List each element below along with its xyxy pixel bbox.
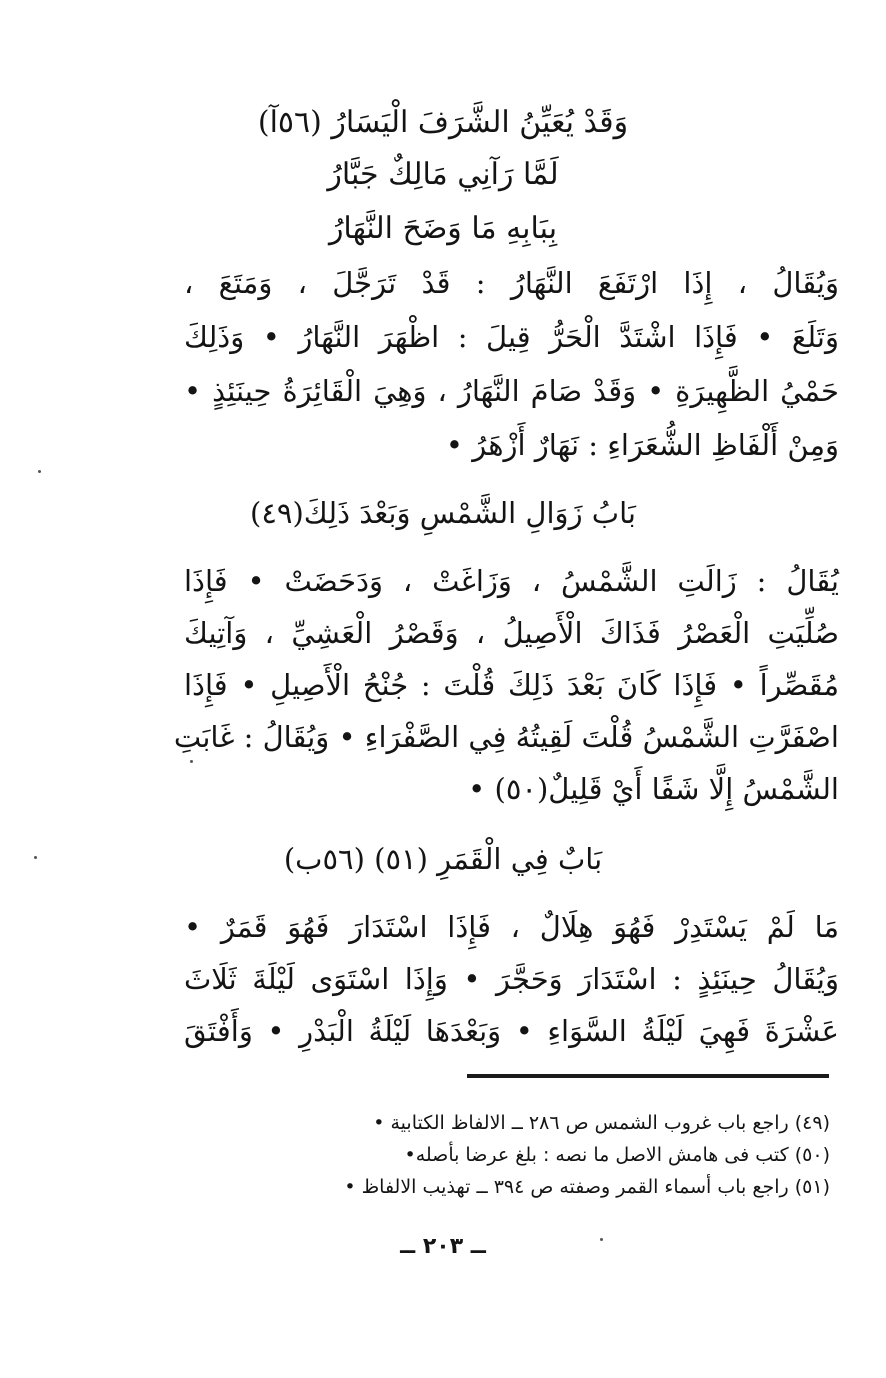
paragraph-line: يُقَالُ : زَالَتِ الشَّمْسُ ، وَزَاغَتْ ، وَدَحَضَتْ • فَإِذَا	[184, 564, 839, 598]
section-heading: بَابٌ فِي الْقَمَرِ (٥١) (٥٦ب)	[283, 842, 603, 876]
paragraph-line: صُلِّيَتِ الْعَصْرُ فَذَاكَ الْأَصِيلُ ، وَقَصْرُ الْعَشِيِّ ، وَآتِيكَ	[184, 616, 839, 650]
paragraph-line: مُقَصِّراً • فَإِذَا كَانَ بَعْدَ ذَلِكَ قُلْتَ : جُنْحُ الْأَصِيلِ • فَإِذَا	[184, 668, 839, 702]
verse-line: وَقَدْ يُعَيِّنُ الشَّرَفَ الْيَسَارُ (٥٦آ)	[257, 105, 629, 140]
paragraph-line: وَمِنْ أَلْفَاظِ الشُّعَرَاءِ : نَهَارٌ أَزْهَرُ •	[445, 428, 839, 462]
paragraph-line: وَيُقَالُ حِينَئِذٍ : اسْتَدَارَ وَحَجَّرَ • وَإِذَا اسْتَوَى لَيْلَةَ ثَلَاثَ	[184, 962, 839, 996]
section-heading: بَابُ زَوَالِ الشَّمْسِ وَبَعْدَ ذَلِكَ(٤٩)	[250, 496, 636, 530]
page-number: ــ ٢٠٣ ــ	[400, 1234, 486, 1259]
paragraph-line: الشَّمْسُ إِلَّا شَفًا أَيْ قَلِيلٌ(٥٠) •	[468, 772, 839, 806]
scan-speck	[34, 856, 37, 859]
paragraph-line: مَا لَمْ يَسْتَدِرْ فَهُوَ هِلَالٌ ، فَإِذَا اسْتَدَارَ فَهُوَ قَمَرٌ •	[184, 910, 839, 944]
verse-line: بِبَابِهِ مَا وَضَحَ النَّهَارُ	[328, 211, 558, 246]
verse-line: لَمَّا رَآنِي مَالِكٌ جَبَّارُ	[327, 157, 559, 192]
scan-speck	[38, 470, 41, 473]
footnote: (٤٩) راجع باب غروب الشمس ص ٢٨٦ ــ الالفاظ الكتابية •	[373, 1112, 830, 1134]
paragraph-line: عَشْرَةَ فَهِيَ لَيْلَةُ السَّوَاءِ • وَبَعْدَهَا لَيْلَةُ الْبَدْرِ • وَأَفْتَقَ	[184, 1014, 839, 1048]
paragraph-line: وَتَلَعَ • فَإِذَا اشْتَدَّ الْحَرُّ قِيلَ : اظْهَرَ النَّهَارُ • وَذَلِكَ	[184, 320, 839, 354]
paragraph-line: اصْفَرَّتِ الشَّمْسُ قُلْتَ لَقِيتُهُ فِي الصَّفْرَاءِ • وَيُقَالُ : غَابَتِ	[173, 720, 839, 754]
footnote-divider	[467, 1074, 829, 1078]
scan-speck	[600, 1238, 603, 1241]
footnote: (٥٠) كتب فى هامش الاصل ما نصه : بلغ عرضا بأصله•	[404, 1144, 830, 1166]
paragraph-line: وَيُقَالُ ، إِذَا ارْتَفَعَ النَّهَارُ : قَدْ تَرَجَّلَ ، وَمَتَعَ ،	[184, 266, 839, 300]
scan-speck	[190, 760, 193, 763]
paragraph-line: حَمْيُ الظَّهِيرَةِ • وَقَدْ صَامَ النَّهَارُ ، وَهِيَ الْقَائِرَةُ حِينَئِذٍ •	[184, 374, 839, 408]
footnote: (٥١) راجع باب أسماء القمر وصفته ص ٣٩٤ ــ تهذيب الالفاظ •	[344, 1176, 830, 1198]
